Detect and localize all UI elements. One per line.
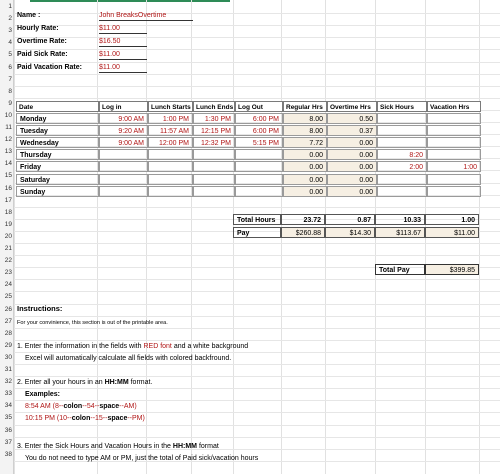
row-number: 34 (4, 402, 12, 410)
row-gridline (14, 255, 500, 256)
row-gridline (14, 364, 500, 365)
time-cell: 0.00 (283, 174, 327, 185)
column-header: Lunch Ends (193, 101, 235, 112)
row-number: 17 (4, 196, 12, 204)
row-gridline (14, 316, 500, 317)
row-gridline (14, 74, 500, 75)
row-number: 1 (8, 3, 12, 10)
pay-label: Pay (233, 227, 281, 238)
total-hours-label: Total Hours (233, 214, 281, 225)
time-cell[interactable] (427, 113, 481, 124)
total-pay-value: $399.85 (425, 264, 479, 275)
row-number: 16 (4, 184, 12, 192)
row-number: 30 (4, 353, 12, 361)
column-header: Vacation Hrs (427, 101, 481, 112)
day-cell: Friday (16, 161, 99, 172)
vacation-rate-label: Paid Vacation Rate: (17, 64, 82, 71)
row-number: 8 (8, 87, 12, 95)
row-number: 33 (4, 390, 12, 398)
hourly-rate-input[interactable]: $11.00 (99, 24, 147, 34)
sick-rate-input[interactable]: $11.00 (99, 50, 147, 60)
row-number: 5 (8, 51, 12, 59)
row-gridline (14, 62, 500, 63)
row-gridline (14, 425, 500, 426)
sick-pay: $113.67 (375, 227, 425, 238)
instruction-step-3-text-b: format (197, 443, 219, 450)
instructions-title: Instructions: (17, 304, 63, 313)
row-gridline (14, 279, 500, 280)
row-number: 11 (5, 124, 12, 131)
instruction-step-2-text-b: format. (128, 379, 153, 386)
row-gridline (14, 352, 500, 353)
row-gridline (14, 388, 500, 389)
time-cell: 0.00 (327, 186, 377, 197)
example-2-part-e: --PM) (127, 415, 145, 422)
row-number: 25 (4, 293, 12, 301)
time-cell[interactable]: 11:57 AM (148, 125, 193, 136)
row-number: 10 (4, 111, 12, 119)
row-gridline (14, 376, 500, 377)
row-number: 23 (4, 269, 12, 277)
total-overtime-hours: 0.87 (325, 214, 375, 225)
time-cell[interactable] (148, 149, 193, 160)
regular-pay: $260.88 (281, 227, 325, 238)
row-number: 27 (4, 317, 12, 325)
day-cell: Wednesday (16, 137, 99, 148)
instruction-example-1 (25, 402, 137, 412)
example-1-part-c: --54-- (82, 403, 100, 410)
row-number: 15 (4, 172, 12, 180)
row-number: 28 (4, 329, 12, 337)
time-cell: 0.00 (283, 149, 327, 160)
time-cell[interactable]: 1:00 PM (148, 113, 193, 124)
row-number: 4 (8, 39, 12, 47)
total-pay-label: Total Pay (375, 264, 425, 275)
time-cell[interactable]: 1:00 (427, 161, 481, 172)
column-gridline (191, 0, 192, 474)
row-number: 38 (4, 450, 12, 458)
instruction-step-1-text-b: and a white background (171, 343, 249, 350)
time-cell[interactable] (377, 113, 427, 124)
row-gridline (14, 49, 500, 50)
time-cell[interactable] (427, 137, 481, 148)
name-input[interactable]: John BreaksOvertime (99, 11, 193, 21)
column-header: Lunch Starts (148, 101, 193, 112)
row-number: 19 (4, 220, 12, 228)
time-cell[interactable] (148, 174, 193, 185)
time-cell[interactable] (235, 149, 283, 160)
active-cell-indicator (30, 0, 230, 2)
time-cell[interactable] (193, 161, 235, 172)
row-number: 13 (4, 148, 12, 156)
time-cell[interactable]: 8:20 (377, 149, 427, 160)
example-2-part-c: --15-- (90, 415, 108, 422)
instruction-step-1-line-2: Excel will automatically calculate all fields with colored backfround. (25, 355, 232, 362)
vacation-pay: $11.00 (425, 227, 479, 238)
time-cell[interactable] (99, 161, 148, 172)
time-cell[interactable] (148, 161, 193, 172)
column-header: Log Out (235, 101, 283, 112)
row-number: 24 (4, 281, 12, 289)
instruction-step-2 (17, 378, 152, 388)
row-gridline (14, 291, 500, 292)
row-gridline (14, 25, 500, 26)
instruction-step-3 (17, 442, 219, 452)
time-cell[interactable]: 1:30 PM (193, 113, 235, 124)
time-cell[interactable] (193, 174, 235, 185)
column-header: Sick Hours (377, 101, 427, 112)
instructions-note: For your convinience, this section is out of the printable area. (17, 320, 168, 326)
time-cell[interactable]: 9:20 AM (99, 125, 148, 136)
instruction-red-font: RED font (143, 343, 172, 350)
overtime-rate-label: Overtime Rate: (17, 38, 67, 45)
example-2-colon: colon (71, 415, 91, 422)
day-cell: Sunday (16, 186, 99, 197)
row-number: 32 (4, 378, 12, 386)
time-cell: 8.00 (283, 113, 327, 124)
row-number: 37 (4, 438, 12, 446)
time-cell[interactable]: 9:00 AM (99, 113, 148, 124)
column-header: Overtime Hrs (327, 101, 377, 112)
row-number: 6 (8, 63, 12, 71)
example-1-part-a: 8:54 AM (8-- (25, 403, 64, 410)
time-cell[interactable] (427, 149, 481, 160)
instruction-step-1-text-a: 1. Enter the information in the fields with (17, 343, 144, 350)
day-cell: Thursday (16, 149, 99, 160)
column-header: Regular Hrs (283, 101, 327, 112)
instruction-step-3-line-2: You do not need to type AM or PM, just the total of Paid sick/vacation hours (25, 455, 259, 462)
time-cell[interactable] (377, 137, 427, 148)
row-number: 36 (4, 426, 12, 434)
time-cell[interactable]: 12:32 PM (193, 137, 235, 148)
time-cell[interactable] (99, 149, 148, 160)
time-cell[interactable]: 12:00 PM (148, 137, 193, 148)
row-gridline (14, 304, 500, 305)
time-cell: 8.00 (283, 125, 327, 136)
vacation-rate-input[interactable]: $11.00 (99, 63, 147, 73)
time-cell[interactable] (235, 161, 283, 172)
time-cell: 0.00 (327, 149, 377, 160)
example-1-space: space (99, 403, 120, 410)
day-cell: Monday (16, 113, 99, 124)
instruction-step-2-format: HH:MM (104, 379, 129, 386)
row-number: 18 (4, 208, 12, 216)
time-cell: 0.00 (327, 174, 377, 185)
instruction-step-3-format: HH:MM (172, 443, 198, 450)
row-number: 7 (8, 75, 12, 83)
total-regular-hours: 23.72 (281, 214, 325, 225)
row-number: 22 (4, 257, 12, 265)
time-cell: 0.00 (327, 161, 377, 172)
time-cell[interactable]: 6:00 PM (235, 113, 283, 124)
sick-rate-label: Paid Sick Rate: (17, 51, 68, 58)
row-gridline (14, 13, 500, 14)
total-sick-hours: 10.33 (375, 214, 425, 225)
column-header: Log in (99, 101, 148, 112)
row-number: 9 (8, 99, 12, 107)
time-cell[interactable]: 12:15 PM (193, 125, 235, 136)
overtime-rate-input[interactable]: $16.50 (99, 37, 147, 47)
example-2-space: space (107, 415, 128, 422)
row-number: 26 (4, 305, 12, 313)
row-number: 14 (4, 160, 12, 168)
instruction-step-3-text-a: 3. Enter the Sick Hours and Vacation Hours in the (17, 443, 173, 450)
row-gridline (14, 98, 500, 99)
time-cell[interactable]: 5:15 PM (235, 137, 283, 148)
row-gridline (14, 340, 500, 341)
overtime-pay: $14.30 (325, 227, 375, 238)
time-cell[interactable] (193, 149, 235, 160)
row-number: 29 (4, 341, 12, 349)
time-cell: 0.37 (327, 125, 377, 136)
row-gridline (14, 243, 500, 244)
row-number: 20 (4, 232, 12, 240)
time-cell[interactable] (99, 174, 148, 185)
time-cell[interactable]: 9:00 AM (99, 137, 148, 148)
time-cell[interactable] (235, 174, 283, 185)
time-cell[interactable] (427, 186, 481, 197)
time-cell: 0.50 (327, 113, 377, 124)
time-cell: 7.72 (283, 137, 327, 148)
instruction-step-1 (17, 342, 248, 352)
row-gridline (14, 37, 500, 38)
time-cell[interactable] (377, 125, 427, 136)
total-vacation-hours: 1.00 (425, 214, 479, 225)
instruction-step-2-text-a: 2. Enter all your hours in an (17, 379, 105, 386)
example-2-part-a: 10:15 PM (10-- (25, 415, 72, 422)
example-1-part-e: --AM) (119, 403, 137, 410)
time-cell[interactable] (235, 186, 283, 197)
row-number: 31 (4, 366, 12, 373)
column-header: Date (16, 101, 99, 112)
hourly-rate-label: Hourly Rate: (17, 25, 59, 32)
row-gridline (14, 437, 500, 438)
row-number: 35 (4, 414, 12, 422)
row-number: 21 (4, 245, 12, 252)
time-cell[interactable]: 6:00 PM (235, 125, 283, 136)
day-cell: Tuesday (16, 125, 99, 136)
row-gridline (14, 207, 500, 208)
example-1-colon: colon (63, 403, 83, 410)
row-gridline (14, 86, 500, 87)
column-gridline (479, 0, 480, 474)
row-number: 12 (4, 136, 12, 144)
row-number: 2 (8, 15, 12, 23)
column-gridline (14, 0, 15, 474)
time-cell[interactable] (377, 186, 427, 197)
instruction-examples-label: Examples: (25, 391, 61, 398)
day-cell: Saturday (16, 174, 99, 185)
row-number: 3 (8, 27, 12, 35)
time-cell: 0.00 (327, 137, 377, 148)
time-cell[interactable] (99, 186, 148, 197)
time-cell[interactable] (193, 186, 235, 197)
time-cell[interactable] (427, 125, 481, 136)
time-cell[interactable] (377, 174, 427, 185)
time-cell[interactable] (427, 174, 481, 185)
time-cell: 0.00 (283, 186, 327, 197)
name-label: Name : (17, 12, 41, 19)
instruction-example-2 (25, 414, 145, 424)
time-cell: 0.00 (283, 161, 327, 172)
time-cell[interactable] (148, 186, 193, 197)
time-cell[interactable]: 2:00 (377, 161, 427, 172)
